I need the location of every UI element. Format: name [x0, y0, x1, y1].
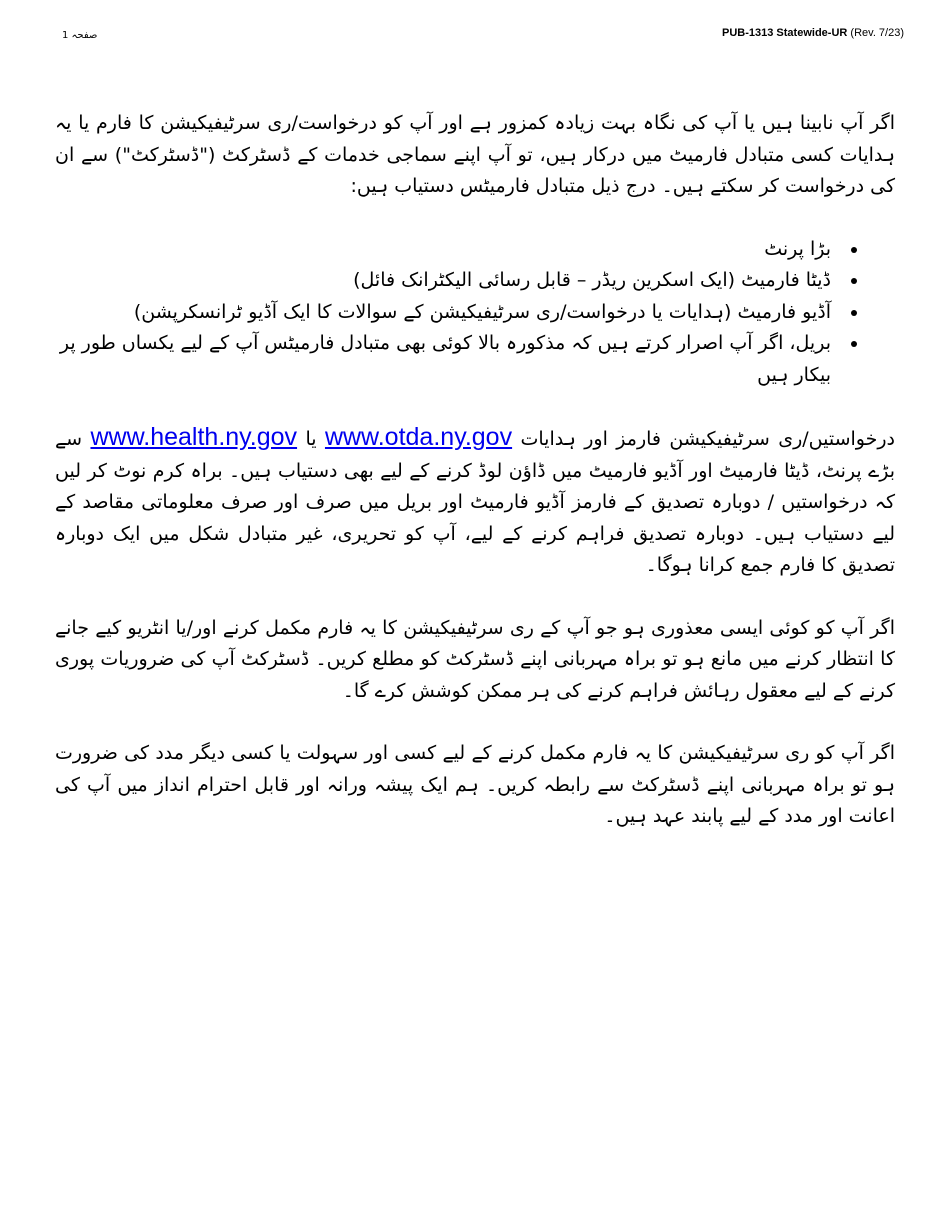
publication-code: PUB-1313 Statewide-UR	[722, 27, 848, 39]
downloads-paragraph	[55, 422, 895, 582]
downloads-text-intro: درخواستیں/ری سرٹیفیکیشن فارمز اور ہدایات	[520, 428, 895, 450]
format-braille: • بریل، اگر آپ اصرار کرتے ہیں کہ مذکورہ بالا کوئی بھی متبادل فارمیٹس آپ کے لیے یکساں طور پر بیکار ہیں	[55, 328, 839, 391]
page-number: صفحہ 1	[62, 30, 98, 41]
document-body	[55, 108, 895, 833]
format-large-print: • بڑا پرنٹ	[55, 234, 839, 266]
downloads-text-rest: سے بڑے پرنٹ، ڈیٹا فارمیٹ اور آڈیو فارمیٹ میں ڈاؤن لوڈ کرنے کے لیے بھی دستیاب ہیں۔ براہ کرم نوٹ کر لیں کہ درخواستیں / دوبارہ تصدیق کے فارمز آڈیو فارمیٹ اور بریل میں صرف اور صرف معلوماتی مقاصد کے لیے دستیاب ہیں۔ دوبارہ تصدیق فراہم کرنے کے لیے، آپ کو تحریری، غیر متبادل شکل میں ایک دوبارہ تصدیق کا فارم جمع کرانا ہوگا۔	[55, 428, 895, 576]
format-audio: • آڈیو فارمیٹ (ہدایات یا درخواست/ری سرٹیفیکیشن کے سوالات کا ایک آڈیو ٹرانسکرپشن)	[55, 297, 839, 329]
intro-paragraph: اگر آپ نابینا ہیں یا آپ کی نگاہ بہت زیادہ کمزور ہے اور آپ کو درخواست/ری سرٹیفیکیشن کا فارم یا یہ ہدایات کسی متبادل فارمیٹ میں درکار ہیں، تو آپ اپنے سماجی خدمات کے ڈسٹرکٹ ("ڈسٹرکٹ") سے ان کی درخواست کر سکتے ہیں۔ درج ذیل متبادل فارمیٹس دستیاب ہیں:	[55, 112, 895, 197]
disability-paragraph: اگر آپ کو کوئی ایسی معذوری ہو جو آپ کے ری سرٹیفیکیشن کا یہ فارم مکمل کرنے اور/یا انٹریو کیے جانے کا انتظار کرنے میں مانع ہو تو براہ مہربانی اپنے ڈسٹرکٹ کو مطلع کریں۔ ڈسٹرکٹ آپ کی ضروریات پوری کرنے کے لیے معقول رہائش فراہم کرنے کی ہر ممکن کوشش کرے گا۔	[55, 616, 895, 702]
health-link[interactable]: www.health.ny.gov	[90, 423, 298, 451]
help-paragraph: اگر آپ کو ری سرٹیفیکیشن کا یہ فارم مکمل کرنے کے لیے کسی اور سہولت یا کسی دیگر مدد کی ضرورت ہو تو براہ مہربانی اپنے ڈسٹرکٹ سے رابطہ کریں۔ ہم ایک پیشہ ورانہ اور قابل احترام انداز میں آپ کی اعانت اور مدد کے لیے پابند عہد ہیں۔	[55, 742, 895, 827]
otda-link[interactable]: www.otda.ny.gov	[324, 423, 513, 451]
publication-id	[722, 27, 904, 39]
alternative-formats-list	[55, 234, 895, 392]
revision-date: (Rev. 7/23)	[850, 27, 904, 39]
downloads-text-or: یا	[305, 428, 317, 450]
format-data: • ڈیٹا فارمیٹ (ایک اسکرین ریڈر – قابل رسائی الیکٹرانک فائل)	[55, 265, 839, 297]
